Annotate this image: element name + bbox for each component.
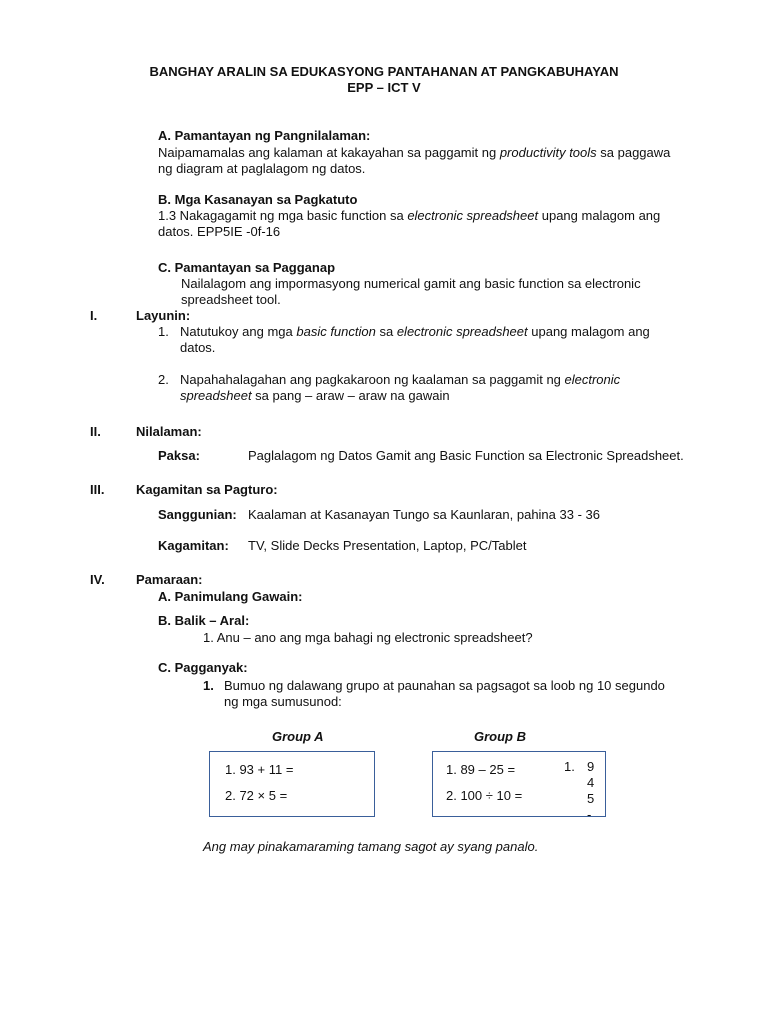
group-b-title: Group B bbox=[474, 729, 526, 744]
layunin-item2-line2: spreadsheet sa pang – araw – araw na gawain bbox=[180, 388, 450, 403]
document-subtitle: EPP – ICT V bbox=[347, 80, 421, 95]
pagganyak-item-number: 1. bbox=[203, 678, 214, 693]
section-a-line2: ng diagram at paglalagom ng datos. bbox=[158, 161, 366, 176]
group-a-item2: 2. 72 × 5 = bbox=[225, 788, 288, 803]
group-b-side-digit: 5 bbox=[587, 791, 595, 806]
section-c-heading: C. Pamantayan sa Pagganap bbox=[158, 260, 336, 275]
layunin-heading: Layunin: bbox=[136, 308, 191, 323]
layunin-item1-line2: datos. bbox=[180, 340, 216, 355]
pagganyak-item-line1: Bumuo ng dalawang grupo at paunahan sa pagsagot sa loob ng 10 segundo bbox=[224, 678, 665, 693]
sanggunian-label: Sanggunian: bbox=[158, 507, 237, 522]
group-b-side-number: 1. bbox=[564, 759, 575, 774]
group-b-item1: 1. 89 – 25 = bbox=[446, 762, 516, 777]
group-a-title: Group A bbox=[272, 729, 324, 744]
group-b-side-digit: - bbox=[587, 807, 592, 817]
layunin-item2-line1: Napahahalagahan ang pagkakaroon ng kaalaman sa paggamit ng electronic bbox=[180, 372, 621, 387]
group-b-box bbox=[432, 751, 606, 817]
sanggunian-value: Kaalaman at Kasanayan Tungo sa Kaunlaran, pahina 33 - 36 bbox=[248, 507, 600, 522]
layunin-item1-number: 1. bbox=[158, 324, 169, 339]
section-c-line2: spreadsheet tool. bbox=[181, 292, 281, 307]
group-a-box bbox=[209, 751, 375, 817]
balik-aral-heading: B. Balik – Aral: bbox=[158, 613, 250, 628]
nilalaman-heading: Nilalaman: bbox=[136, 424, 202, 439]
section-c-line1: Nailalagom ang impormasyong numerical gamit ang basic function sa electronic bbox=[181, 276, 641, 291]
kagamitan-number: III. bbox=[90, 482, 105, 497]
paksa-value: Paglalagom ng Datos Gamit ang Basic Function sa Electronic Spreadsheet. bbox=[248, 448, 684, 463]
layunin-number: I. bbox=[90, 308, 98, 323]
group-a-item1: 1. 93 + 11 = bbox=[225, 762, 294, 777]
kagamitan-heading: Kagamitan sa Pagturo: bbox=[136, 482, 278, 497]
group-b-item2: 2. 100 ÷ 10 = bbox=[446, 788, 523, 803]
kagamitan-label: Kagamitan: bbox=[158, 538, 229, 553]
section-a-heading: A. Pamantayan ng Pangnilalaman: bbox=[158, 128, 371, 143]
pamaraan-heading: Pamaraan: bbox=[136, 572, 203, 587]
panimulang-gawain: A. Panimulang Gawain: bbox=[158, 589, 303, 604]
pagganyak-heading: C. Pagganyak: bbox=[158, 660, 248, 675]
section-a-line1: Naipamamalas ang kalaman at kakayahan sa paggamit ng productivity tools sa paggawa bbox=[158, 145, 671, 160]
kagamitan-value: TV, Slide Decks Presentation, Laptop, PC/Tablet bbox=[248, 538, 527, 553]
layunin-item2-number: 2. bbox=[158, 372, 169, 387]
section-b-line2: datos. EPP5IE -0f-16 bbox=[158, 224, 281, 239]
document-title: BANGHAY ARALIN SA EDUKASYONG PANTAHANAN AT PANGKABUHAYAN bbox=[149, 64, 619, 79]
group-b-side-digit: 9 bbox=[587, 759, 595, 774]
balik-aral-item: 1. Anu – ano ang mga bahagi ng electronic spreadsheet? bbox=[203, 630, 533, 645]
section-b-line1: 1.3 Nakagagamit ng mga basic function sa electronic spreadsheet upang malagom ang bbox=[158, 208, 661, 223]
section-b-heading: B. Mga Kasanayan sa Pagkatuto bbox=[158, 192, 358, 207]
group-b-side-digit: 4 bbox=[587, 775, 595, 790]
pagganyak-item-line2: ng mga sumusunod: bbox=[224, 694, 342, 709]
paksa-label: Paksa: bbox=[158, 448, 200, 463]
nilalaman-number: II. bbox=[90, 424, 101, 439]
pamaraan-number: IV. bbox=[90, 572, 105, 587]
layunin-item1-line1: Natutukoy ang mga basic function sa electronic spreadsheet upang malagom ang bbox=[180, 324, 650, 339]
closing-note: Ang may pinakamaraming tamang sagot ay syang panalo. bbox=[203, 839, 539, 854]
